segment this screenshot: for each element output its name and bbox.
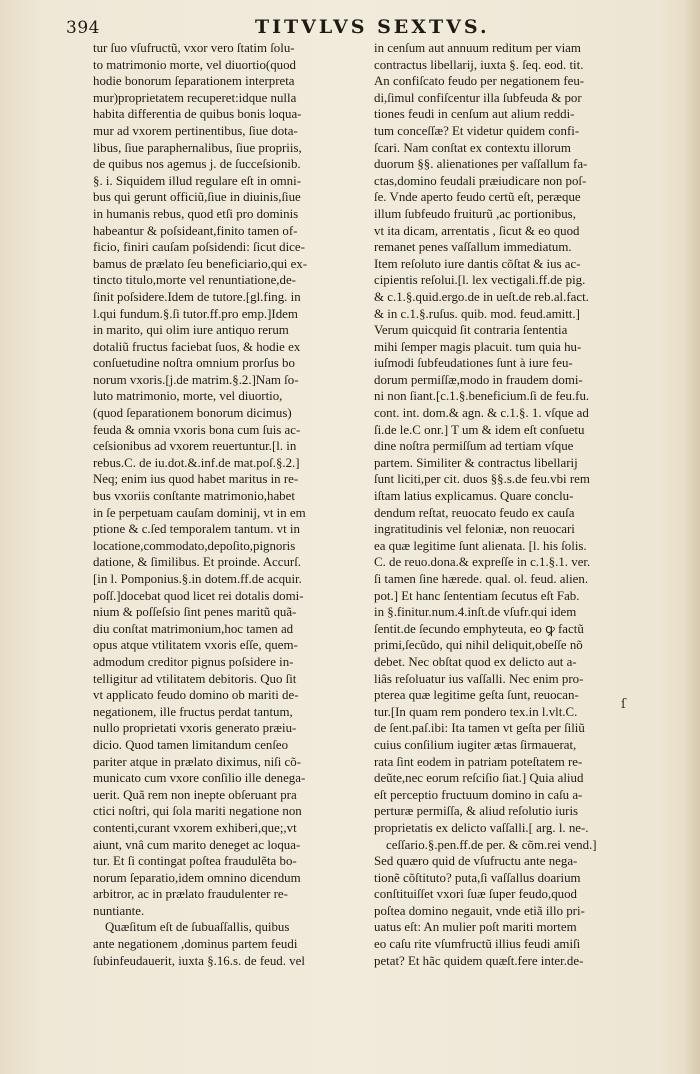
text-line: ſcari. Nam conſtat ex contextu illorum [374, 140, 571, 155]
text-line: deũte,nec eorum reſciſio ſiat.] Quia aliud [374, 771, 584, 786]
text-line: liâs reſoluatur ius vaſſalli. Nec enim pro- [374, 671, 584, 686]
text-line: [in l. Pomponius.§.in dotem.ff.de acquir. [93, 572, 302, 586]
text-line: ſentit.de ſecundo emphyteuta, eo ꝙ factũ [374, 621, 584, 636]
text-line: contractus libellarij, iuxta §. ſeq. eod. tit. [374, 57, 584, 72]
text-line: habeantur & poſsideant,finito tamen of- [93, 223, 298, 238]
text-line: pterea quæ legitime geſta ſunt, reuocan- [374, 688, 579, 703]
text-line: di,ſimul confiſcentur illa ſubfeuda & por [374, 90, 582, 105]
text-line: vt ita dicam, arrentatis , ſicut & eo quod [374, 223, 580, 238]
page-header [0, 14, 700, 40]
text-line: Sed quæro quid de vſufructu ante nega- [374, 854, 578, 869]
text-line: petat? Et hãc quidem quæſt.fere inter.de- [374, 953, 584, 968]
text-line: ceſſario.§.pen.ff.de per. & cõm.rei vend.] [386, 837, 597, 852]
text-line: locatione,commodato,depoſito,pignoris [93, 538, 296, 553]
text-line: §. i. Siquidem illud regulare eſt in omni- [93, 173, 302, 188]
text-line: admodum creditor pignus poſsidere in- [93, 654, 294, 669]
text-line: in humanis rebus, quod etſi pro dominis [93, 206, 299, 221]
text-line: uerit. Quã rem non inepte obſeruant pra [93, 787, 297, 802]
text-line: ſe. Vnde aperto feudo certũ eſt, peræque [374, 190, 581, 205]
text-line: norum ſeparatio,idem omnino dicendum [93, 870, 301, 885]
text-line: municato cum vxore conſilio ille denega- [93, 771, 306, 786]
text-line: to matrimonio morte, vel diuortio(quod [93, 57, 296, 72]
left-text-column [93, 40, 365, 969]
page-number: 394 [66, 18, 100, 38]
text-line: ante negationem ,dominus partem feudi [93, 937, 298, 952]
text-line: eo caſu rite vſumfructũ illius feudi amiſi [374, 937, 581, 952]
text-line: cont. int. dom.& agn. & c.1.§. 1. vſque ad [374, 406, 589, 421]
text-line: Neq; enim ius quod habet maritus in re- [93, 472, 299, 487]
text-line: ſubinfeudauerit, iuxta §.16.s. de feud. vel [93, 953, 305, 968]
text-line: tur.[In quam rem pondero tex.in l.vlt.C. [374, 704, 578, 719]
text-line: Verum quicquid ſit contraria ſententia [374, 323, 568, 338]
text-line: debet. Nec obſtat quod ex delicto aut a- [374, 654, 577, 669]
text-line: arbitror, ac in prælato fraudulenter re- [93, 887, 288, 902]
text-line: mur ad vxorem pertinentibus, ſiue dota- [93, 123, 298, 138]
text-line: pariter atque in prælato diximus, niſi cõ- [93, 754, 301, 769]
text-line: bamus de prælato ſeu beneficiario,qui ex- [93, 256, 308, 271]
text-line: dotaliũ fructus faciebat ſuos, & hodie ex [93, 339, 301, 354]
text-line: tincto titulo,morte vel renuntiatione,de- [93, 273, 296, 288]
text-line: opus atque vtilitatem vxoris eſſe, quem- [93, 638, 298, 653]
text-line: pot.] Et hanc ſententiam ſecutus eſt Fab. [374, 588, 580, 603]
text-line: tionẽ cõſtituto? puta,ſi vaſſallus doarium [374, 870, 581, 885]
text-line: vt applicato feudo domino ob mariti de- [93, 688, 299, 703]
text-line: l.qui fundum.§.ſi tutor.ff.pro emp.]Idem [93, 306, 298, 321]
text-line: ea quæ legitime ſunt alienata. [l. his ſolis. [374, 538, 587, 553]
text-line: dine noſtra permiſſum ad tertiam vſque [374, 439, 574, 454]
text-line: & in c.1.§.ruſus. quib. mod. feud.amitt.] [374, 306, 580, 321]
text-line: ceſsionibus ad vxorem reuertuntur.[l. in [93, 439, 297, 454]
text-line: in cenſum aut annuum reditum per viam [374, 41, 581, 55]
text-line: ſi.de le.C onr.] T um & idem eſt conſuetu [374, 422, 585, 437]
text-line: Quæſitum eſt de ſubuaſſallis, quibus [105, 920, 290, 935]
text-line: norum vxoris.[j.de matrim.§.2.]Nam ſo- [93, 372, 299, 387]
text-line: cipientis reſolui.[l. lex vectigali.ff.de pig. [374, 273, 586, 288]
text-line: negationem, ille fructus perdat tantum, [93, 704, 293, 719]
text-line: duorum §§. alienationes per vaſſallum fa- [374, 157, 588, 172]
text-line: nullo proprietati vxoris generato præiu- [93, 721, 297, 736]
text-line: illum ſubfeudo fruiturũ ,ac portionibus, [374, 206, 576, 221]
text-line: ficio, finiri cauſam poſsidendi: ſicut dice- [93, 240, 305, 255]
text-line: diu conſtat matrimonium,hoc tamen ad [93, 621, 294, 636]
text-line: ingratitudinis vel feloniæ, non reuocari [374, 522, 575, 537]
text-line: uatus eſt: An mulier poſt mariti mortem [374, 920, 577, 935]
text-line: ctas,domino feudali præiudicare non poſ- [374, 173, 587, 188]
right-text-column [374, 40, 642, 969]
text-line: (quod ſeparationem bonorum dicimus) [93, 406, 292, 421]
text-line: dicio. Quod tamen limitandum cenſeo [93, 737, 289, 752]
text-line: habita differentia de quibus bonis loqua- [93, 107, 302, 122]
margin-mark: ſ [621, 697, 626, 712]
text-line: rebus.C. de iu.dot.&.inf.de mat.poſ.§.2.] [93, 455, 300, 470]
text-line: telligitur ad vtilitatem debitoris. Quo ſit [93, 671, 297, 686]
text-line: Item reſoluto iure dantis cõſtat & ius ac- [374, 256, 581, 271]
text-line: rata ſint eodem in patriam poteſtatem re- [374, 754, 583, 769]
text-line: tiones feudi in cenſum aut alium reddi- [374, 107, 575, 122]
text-line: ſi tamen ſine hærede. qual. ol. feud. alien. [374, 572, 589, 586]
text-line: C. de reuo.dona.& expreſſe in c.1.§.1. ver. [374, 555, 591, 570]
text-line: ſunt liciti,per cit. duos §§.s.de feu.vbi rem [374, 472, 590, 487]
text-line: iſtam latius explicamus. Quare conclu- [374, 489, 574, 504]
text-line: de ſent.paſ.ibi: Ita tamen vt geſta per ſiliũ [374, 721, 585, 736]
text-line: tur ſuo vſufructũ, vxor vero ſtatim ſolu- [93, 41, 295, 55]
text-line: feuda & omnia vxoris bona cum ſuis ac- [93, 422, 301, 437]
text-line: eſt perceptio fructuum domino in caſu a- [374, 787, 583, 802]
text-line: remanet penes vaſſallum immediatum. [374, 240, 572, 255]
text-line: iuſmodi ſubfeudationes ſunt à iure feu- [374, 356, 573, 371]
text-line: luto matrimonio, morte, vel diuortio, [93, 389, 283, 404]
text-line: in §.finitur.num.4.inſt.de vſufr.qui idem [374, 605, 577, 620]
text-line: mur)proprietatem recuperet:idque nulla [93, 90, 297, 105]
text-line: hodie bonorum ſeparationem interpreta [93, 74, 295, 89]
text-line: An confiſcato feudo per negationem feu- [374, 74, 585, 89]
text-line: tum conceſſæ? Et videtur quidem confi- [374, 123, 580, 138]
text-line: ctici noſtri, qui ſola mariti negatione non [93, 804, 302, 819]
text-line: bus vxoriis conſtante matrimonio,habet [93, 489, 295, 504]
text-line: poſſ.]docebat quod licet rei dotalis domi- [93, 588, 304, 603]
text-line: datione, & ſimilibus. Et proinde. Accurſ. [93, 555, 302, 570]
text-line: de quibus nos agemus j. de ſucceſsionib. [93, 157, 301, 172]
text-line: ni non ſiant.[c.1.§.beneficium.ſi de feu.fu. [374, 389, 590, 404]
text-line: ptione & c.ſed temporalem tantum. vt in [93, 522, 300, 537]
text-line: poſtea domino negauit, vnde etiã illo pri- [374, 903, 585, 918]
text-line: & c.1.§.quid.ergo.de in ueſt.de reb.al.fact. [374, 289, 589, 304]
text-line: libus, ſiue paraphernalibus, ſiue propriis, [93, 140, 302, 155]
text-line: nuntiante. [93, 903, 145, 918]
text-line: tur. Et ſi contingat poſtea fraudulẽta bo- [93, 854, 297, 869]
text-line: conſuetudine noſtra omnium prorſus bo [93, 356, 295, 371]
text-line: aiunt, vnâ cum marito deneget ac loqua- [93, 837, 301, 852]
text-line: partem. Similiter & contractus libellarij [374, 455, 578, 470]
text-line: primi,ſecũdo, qui nihil deliquit,obeſſe nõ [374, 638, 583, 653]
text-line: contenti,curant vxorem exhiberi,que;,vt [93, 820, 297, 835]
text-line: in marito, qui olim iure antiquo rerum [93, 323, 289, 338]
text-line: nium & poſſeſsio ſint penes maritũ quã- [93, 605, 297, 620]
text-line: dendum reſtat, reuocato feudo ex cauſa [374, 505, 575, 520]
text-line: dorum permiſſæ,modo in fraudem domi- [374, 372, 583, 387]
text-line: proprietatis ex delicto vaſſalli.[ arg. l. ne-. [374, 820, 589, 835]
text-line: ſinit poſsidere.Idem de tutore.[gl.fing. in [93, 289, 301, 304]
text-line: in ſe perpetuam cauſam dominij, vt in em [93, 505, 306, 520]
text-line: mihi ſemper magis placuit. tum quia hu- [374, 339, 582, 354]
text-line: conſtituiſſet vxori ſuæ ſuper feudo,quod [374, 887, 577, 902]
text-line: bus qui gerunt officiũ,ſiue in diuinis,ſiue [93, 190, 301, 205]
running-head-title: TITVLVS SEXTVS. [255, 16, 490, 38]
text-line: cuius conſilium iugiter ætas ſirmauerat, [374, 737, 577, 752]
text-line: perturæ permiſſa, & aliud reſolutio iuris [374, 804, 579, 819]
page-edge-shadow [684, 0, 700, 1074]
